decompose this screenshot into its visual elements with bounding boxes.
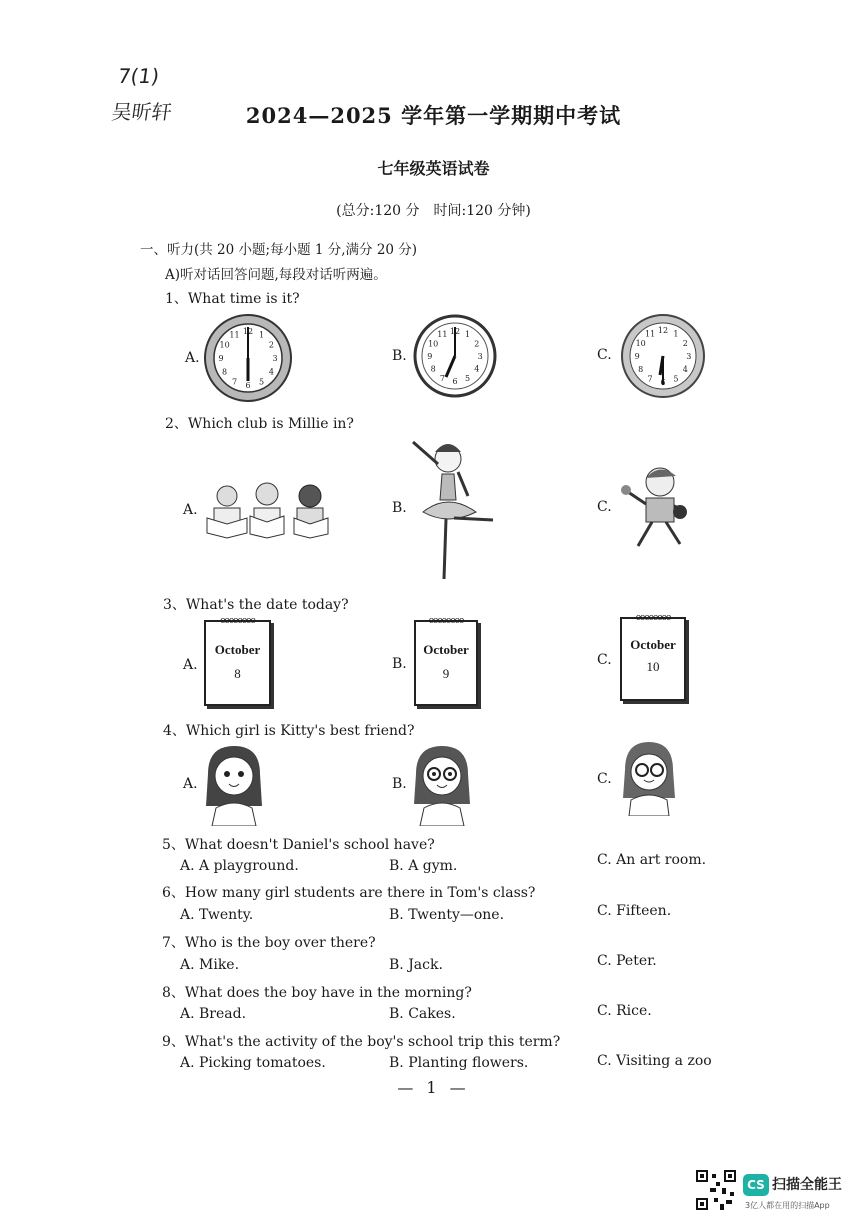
clock-numeral: 1 <box>673 329 679 339</box>
q7-option-a: A. Mike. <box>180 957 240 973</box>
q8-option-c: C. Rice. <box>597 1003 652 1019</box>
option-label-b: B. <box>392 348 407 364</box>
exam-title: 2024—2025 学年第一学期期中考试 <box>245 103 622 128</box>
clock-numeral: 8 <box>222 367 228 377</box>
handwritten-name: 吴昕轩 <box>110 100 174 124</box>
clock-numeral: 9 <box>218 354 224 363</box>
clock-numeral: 2 <box>268 340 274 350</box>
q9-option-b: B. Planting flowers. <box>389 1055 529 1071</box>
part-a-instruction: A)听对话回答问题,每段对话听两遍。 <box>165 267 387 283</box>
question-6: 6、How many girl students are there in Tom's class? <box>162 885 536 901</box>
exam-info: (总分:120 分 时间:120 分钟) <box>336 203 531 219</box>
girl-c-image <box>617 740 681 816</box>
q6-option-b: B. Twenty—one. <box>389 907 505 923</box>
clock-numeral: 7 <box>439 373 445 383</box>
option-label-c: C. <box>597 347 612 363</box>
clock-numeral: 10 <box>635 339 646 349</box>
option-label-c: C. <box>597 499 612 515</box>
clock-numeral: 12 <box>449 326 461 336</box>
question-9: 9、What's the activity of the boy's school trip this term? <box>162 1034 561 1050</box>
clock-numeral: 1 <box>258 330 265 340</box>
calendar-rings: eeeeeeee <box>220 616 255 626</box>
clock-numeral: 2 <box>474 339 480 349</box>
question-4: 4、Which girl is Kitty's best friend? <box>163 723 415 739</box>
page-number: — 1 — <box>397 1078 470 1097</box>
clock-numeral: 4 <box>682 364 688 374</box>
clock-c-image <box>620 313 706 399</box>
option-label-a: A. <box>183 657 198 673</box>
calendar-month: October <box>423 642 469 657</box>
clock-numeral: 2 <box>682 339 688 349</box>
option-label-b: B. <box>392 656 407 672</box>
option-label-b: B. <box>392 500 407 516</box>
q5-option-a: A. A playground. <box>180 858 299 874</box>
clock-numeral: 12 <box>242 327 254 336</box>
question-5: 5、What doesn't Daniel's school have? <box>162 837 435 853</box>
handwritten-class: 7(1) <box>116 64 161 88</box>
girl-b-image <box>410 744 474 826</box>
question-2: 2、Which club is Millie in? <box>165 416 354 432</box>
clock-numeral: 10 <box>219 340 230 350</box>
ballet-dancer-image <box>408 434 498 584</box>
q5-option-b: B. A gym. <box>389 858 458 874</box>
clock-numeral: 8 <box>430 364 436 374</box>
calendar-month: October <box>214 642 261 657</box>
option-label-a: A. <box>185 350 200 366</box>
clock-numeral: 11 <box>645 329 656 339</box>
calendar-rings: eeeeeeee <box>635 613 671 623</box>
clock-numeral: 11 <box>229 330 240 340</box>
calendar-day: 9 <box>442 666 450 681</box>
clock-numeral: 12 <box>657 326 669 336</box>
q8-option-a: A. Bread. <box>180 1006 247 1022</box>
clock-numeral: 9 <box>634 352 640 361</box>
q7-option-c: C. Peter. <box>597 953 657 969</box>
question-8: 8、What does the boy have in the morning? <box>162 985 472 1001</box>
calendar-rings: eeeeeeee <box>428 616 464 626</box>
q9-option-a: A. Picking tomatoes. <box>180 1055 326 1071</box>
option-label-b: B. <box>392 776 407 792</box>
qr-code-icon <box>696 1170 736 1210</box>
clock-numeral: 7 <box>231 377 238 387</box>
section-heading: 一、听力(共 20 小题;每小题 1 分,满分 20 分) <box>140 242 418 258</box>
clock-numeral: 9 <box>427 352 433 361</box>
q9-option-c: C. Visiting a zoo <box>597 1053 712 1069</box>
camscanner-name: 扫描全能王 <box>772 1177 842 1193</box>
option-label-a: A. <box>183 502 198 518</box>
question-7: 7、Who is the boy over there? <box>162 935 376 951</box>
ping-pong-player-image <box>618 460 698 550</box>
option-label-a: A. <box>183 776 198 792</box>
clock-numeral: 4 <box>268 367 274 377</box>
question-3: 3、What's the date today? <box>163 597 349 613</box>
q6-option-c: C. Fifteen. <box>597 903 672 919</box>
exam-subtitle: 七年级英语试卷 <box>377 159 490 178</box>
calendar-a <box>204 616 271 706</box>
clock-b-image <box>413 314 497 398</box>
clock-numeral: 8 <box>638 364 644 374</box>
clock-numeral: 6 <box>452 377 458 387</box>
calendar-b <box>414 616 478 706</box>
clock-numeral: 3 <box>477 352 483 361</box>
reading-club-image <box>202 478 332 542</box>
question-1: 1、What time is it? <box>165 291 300 307</box>
camscanner-tagline: 3亿人都在用的扫描App <box>745 1201 830 1210</box>
q8-option-b: B. Cakes. <box>389 1006 456 1022</box>
calendar-month: October <box>630 637 676 652</box>
q6-option-a: A. Twenty. <box>180 907 254 923</box>
q5-option-c: C. An art room. <box>597 852 707 868</box>
clock-numeral: 5 <box>465 373 471 383</box>
girl-a-image <box>202 744 266 826</box>
clock-numeral: 3 <box>272 354 278 363</box>
clock-numeral: 3 <box>686 352 692 361</box>
calendar-day: 10 <box>646 659 660 674</box>
clock-a-image <box>203 313 293 403</box>
clock-numeral: 5 <box>258 377 265 387</box>
camscanner-logo-icon: CS <box>743 1174 769 1196</box>
calendar-day: 8 <box>234 666 241 681</box>
clock-numeral: 11 <box>437 330 448 340</box>
clock-numeral: 5 <box>673 374 679 384</box>
clock-numeral: 6 <box>660 377 666 387</box>
calendar-c <box>620 613 686 701</box>
clock-numeral: 1 <box>465 330 471 340</box>
option-label-c: C. <box>597 771 612 787</box>
clock-numeral: 10 <box>428 339 439 349</box>
option-label-c: C. <box>597 652 612 668</box>
q7-option-b: B. Jack. <box>389 957 443 973</box>
clock-numeral: 7 <box>647 374 653 384</box>
clock-numeral: 4 <box>474 364 480 374</box>
clock-numeral: 6 <box>245 381 251 390</box>
